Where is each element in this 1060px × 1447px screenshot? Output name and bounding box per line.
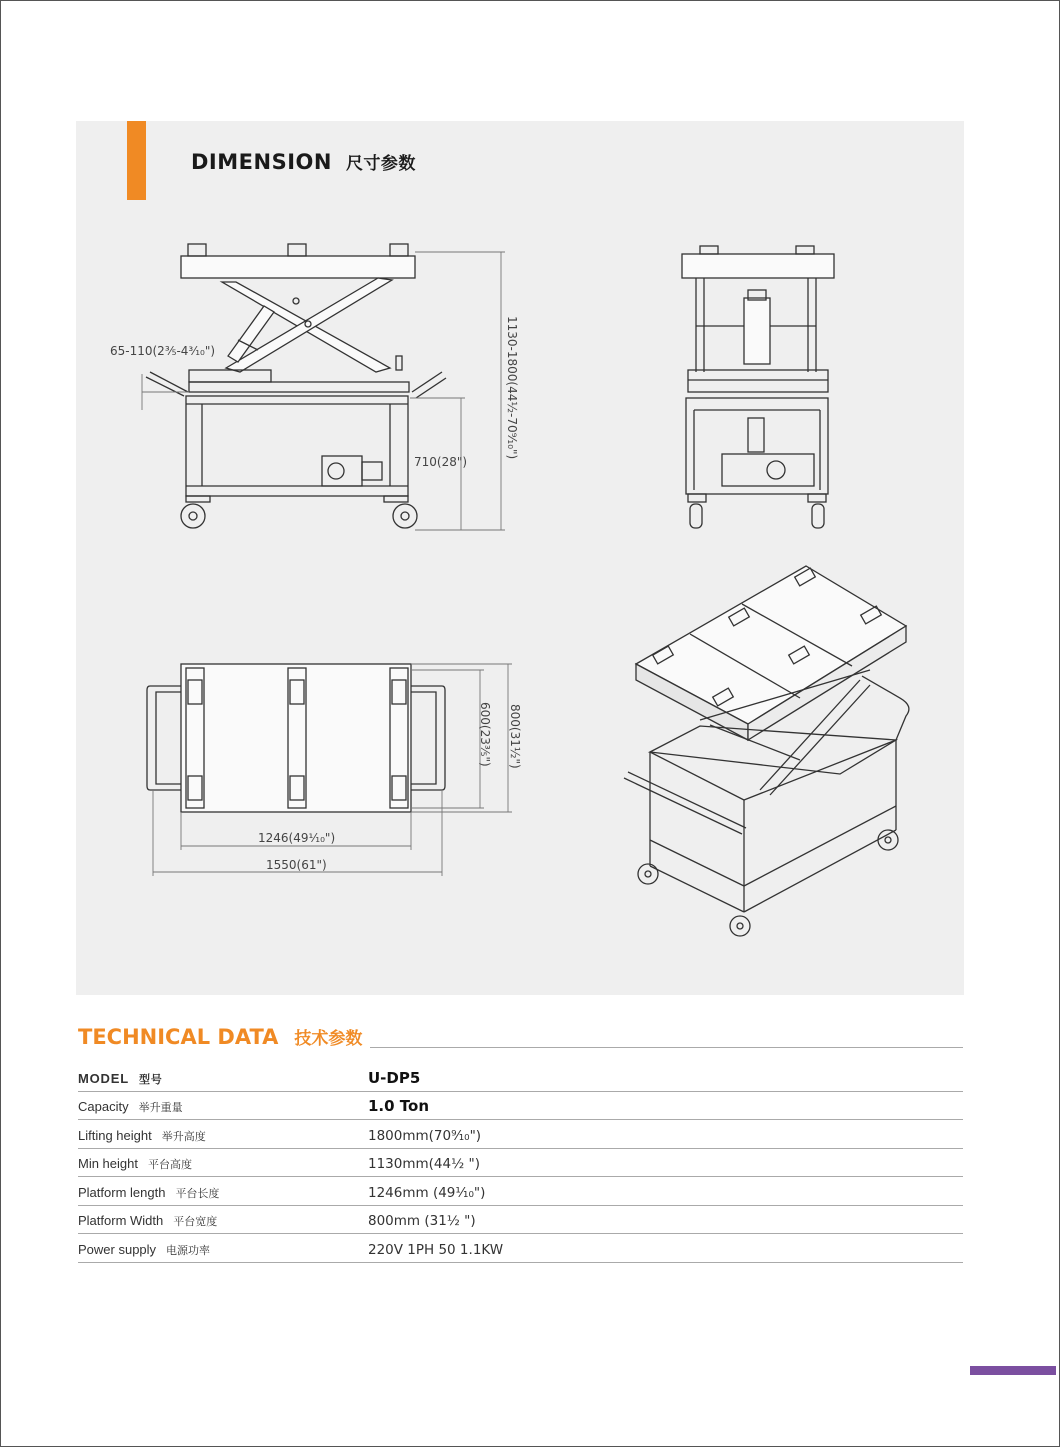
spec-value: 1800mm(70⁹⁄₁₀") [368, 1127, 482, 1144]
spec-table [78, 1063, 963, 1263]
spec-label: Platform length 平台长度 [78, 1184, 220, 1200]
spec-row-min-height [78, 1149, 963, 1178]
spec-label: Platform Width 平台宽度 [78, 1213, 218, 1228]
label-height-range: 1130-1800(44½-70⁹⁄₁₀") [505, 316, 519, 460]
spec-label: Power supply 电源功率 [78, 1241, 211, 1257]
spec-row-capacity [78, 1092, 963, 1121]
technical-title-en: TECHNICAL DATA [78, 1025, 279, 1049]
spec-value: 1130mm(44½ ") [368, 1156, 480, 1172]
spec-value: 1.0 Ton [368, 1097, 430, 1115]
technical-title [78, 1024, 362, 1049]
dimension-title-en: DIMENSION [191, 150, 332, 174]
spec-label: Lifting height 举升高度 [78, 1127, 206, 1143]
label-width-outer: 800(31½") [508, 704, 522, 769]
spec-row-power-supply [78, 1234, 963, 1263]
label-top-platform: 65-110(2⅗-4³⁄₁₀") [110, 344, 216, 358]
spec-label: Capacity 举升重量 [78, 1099, 183, 1114]
technical-divider [370, 1047, 963, 1048]
plan-view-drawing [147, 664, 445, 812]
label-base-height: 710(28") [414, 455, 468, 469]
isometric-view-drawing [624, 566, 909, 936]
label-width-inner: 600(23⅗") [478, 702, 492, 767]
spec-label: Min height 平台高度 [78, 1156, 192, 1171]
spec-row-platform-width [78, 1206, 963, 1235]
corner-tab [970, 1366, 1056, 1375]
label-length-outer: 1550(61") [266, 858, 327, 872]
dimension-title-cn: 尺寸参数 [345, 154, 416, 174]
spec-value: 1246mm (49¹⁄₁₀") [368, 1184, 486, 1201]
technical-title-cn: 技术参数 [294, 1029, 363, 1049]
spec-row-lifting-height [78, 1120, 963, 1149]
spec-value: U-DP5 [368, 1068, 421, 1087]
spec-label: MODEL 型号 [78, 1070, 163, 1086]
spec-value: 800mm (31½ ") [368, 1213, 476, 1229]
label-length-inner: 1246(49¹⁄₁₀") [258, 831, 336, 845]
spec-row-platform-length [78, 1177, 963, 1206]
spec-value: 220V 1PH 50 1.1KW [368, 1241, 504, 1258]
side-view-drawing [146, 244, 446, 528]
front-view-drawing [682, 246, 834, 528]
spec-row-model [78, 1063, 963, 1092]
